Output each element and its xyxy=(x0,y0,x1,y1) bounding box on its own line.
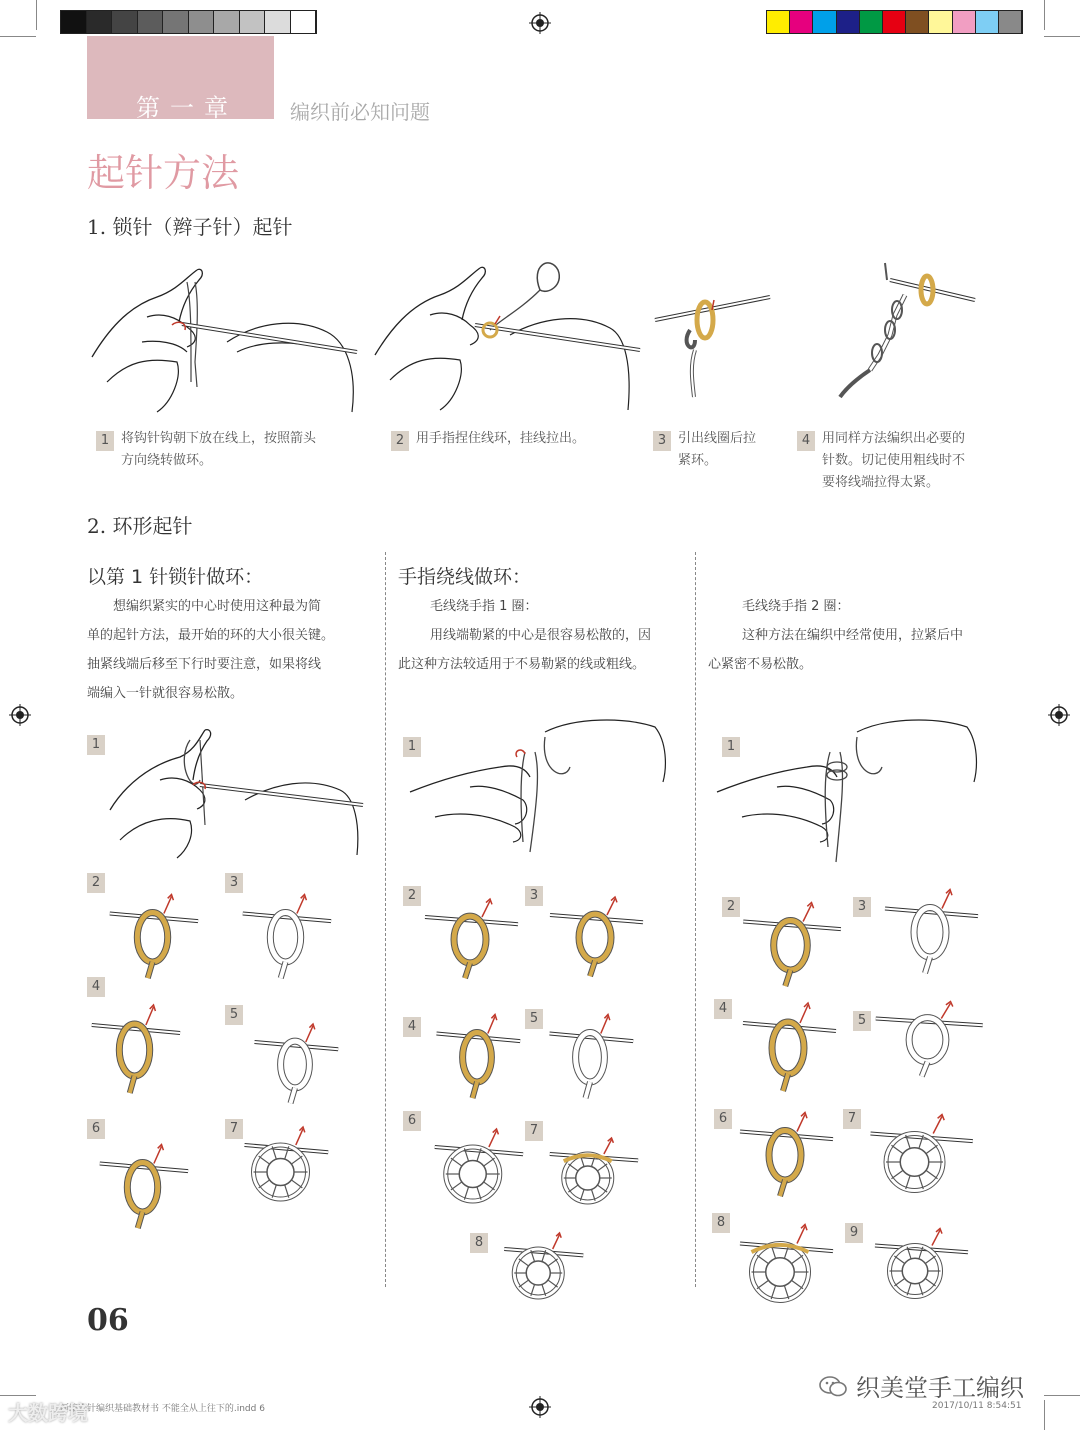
stitch-diagram xyxy=(240,1118,330,1208)
crop-mark xyxy=(1044,0,1045,30)
step-caption: 引出线圈后拉 紧环。 xyxy=(678,431,757,468)
col1-paragraph: 想编织紧实的中心时使用这种最为简 单的起针方法，最开始的环的大小很关键。 抽紧线端后移至下行时要注意，如果将线 端编入一针就很容易松散。 xyxy=(87,599,335,701)
step-number: 6 xyxy=(403,1111,421,1131)
col1-hands-illustration xyxy=(105,725,365,860)
step-number: 2 xyxy=(391,431,409,451)
gray-swatch xyxy=(189,11,215,33)
col2-hands-illustration xyxy=(405,712,670,862)
stitch-diagram xyxy=(238,885,333,980)
gray-swatch xyxy=(138,11,164,33)
crop-mark xyxy=(1044,36,1080,37)
step-caption: 用手指捏住线环，挂线拉出。 xyxy=(416,431,586,446)
stitch-diagram xyxy=(545,1005,635,1100)
page-title: 起针方法 xyxy=(87,151,240,195)
gray-swatch xyxy=(214,11,240,33)
col3-hands-illustration xyxy=(712,712,980,867)
color-swatch xyxy=(929,11,952,33)
step-number: 2 xyxy=(403,886,421,906)
color-swatch xyxy=(883,11,906,33)
gray-swatch xyxy=(87,11,113,33)
step-number: 3 xyxy=(653,431,671,451)
wechat-watermark xyxy=(818,1368,1024,1403)
crop-mark xyxy=(1044,1400,1045,1430)
crop-mark xyxy=(0,1395,36,1396)
registration-mark-left xyxy=(9,704,31,726)
step-number: 4 xyxy=(403,1017,421,1037)
stitch-diagram xyxy=(432,1005,522,1100)
wechat-account-name: 织美堂手工编织 xyxy=(856,1374,1024,1402)
step-number: 2 xyxy=(722,897,740,917)
stitch-diagram xyxy=(738,993,838,1093)
chain-stitch-illustration xyxy=(835,255,980,400)
stitch-diagram xyxy=(500,1225,585,1305)
stitch-diagram xyxy=(95,1135,190,1230)
col2-paragraph: 毛线绕手指 1 圈： 用线端勒紧的中心是很容易松散的，因 此这种方法较适用于不易勒紧的线或粗线。 xyxy=(398,599,652,672)
color-swatch xyxy=(837,11,860,33)
grayscale-bar xyxy=(60,10,317,34)
color-swatch xyxy=(953,11,976,33)
registration-mark-right xyxy=(1048,704,1070,726)
column-divider xyxy=(695,552,696,1287)
stitch-diagram xyxy=(87,995,182,1095)
step-number: 4 xyxy=(87,977,105,997)
step-number: 5 xyxy=(225,1005,243,1025)
col1-subhead: 以第 1 针锁针做环： xyxy=(87,566,264,588)
step-number: 8 xyxy=(470,1233,488,1253)
col2-subhead: 手指绕线做环： xyxy=(398,566,532,588)
stitch-diagram xyxy=(870,993,985,1078)
gray-swatch xyxy=(163,11,189,33)
step-number: 5 xyxy=(525,1009,543,1029)
stitch-diagram xyxy=(865,1105,975,1200)
step-number: 3 xyxy=(853,897,871,917)
step-number: 7 xyxy=(525,1121,543,1141)
gray-swatch xyxy=(61,11,87,33)
crop-mark xyxy=(1044,1395,1080,1396)
color-swatch xyxy=(906,11,929,33)
stitch-diagram xyxy=(545,888,645,978)
color-swatch xyxy=(860,11,883,33)
step-number: 4 xyxy=(714,999,732,1019)
section2-heading: 2. 环形起针 xyxy=(87,514,193,538)
stitch-diagram xyxy=(870,1220,970,1305)
gray-swatch xyxy=(112,11,138,33)
section1-heading: 1. 锁针（辫子针）起针 xyxy=(87,215,293,239)
step-number: 2 xyxy=(87,873,105,893)
stitch-diagram xyxy=(545,1130,640,1210)
color-swatch xyxy=(976,11,999,33)
crop-mark xyxy=(36,0,37,30)
col3-paragraph: 毛线绕手指 2 圈： 这种方法在编织中经常使用，拉紧后中 心紧密不易松散。 xyxy=(708,599,964,672)
chapter-label: 第一章 xyxy=(136,94,238,122)
gray-swatch xyxy=(265,11,291,33)
stitch-diagram xyxy=(250,1015,340,1105)
step-number: 3 xyxy=(225,873,243,893)
process-color-bar xyxy=(766,10,1023,34)
watermark-left: 大数跨境 xyxy=(8,1401,88,1425)
step-number: 1 xyxy=(87,735,105,755)
hands-pull-illustration xyxy=(370,250,640,415)
crop-mark xyxy=(0,36,36,37)
color-swatch xyxy=(767,11,790,33)
hands-hook-illustration xyxy=(87,262,362,417)
step-number: 4 xyxy=(797,431,815,451)
registration-mark-top xyxy=(529,12,551,34)
step-number: 3 xyxy=(525,886,543,906)
step-number: 9 xyxy=(845,1223,863,1243)
wechat-icon xyxy=(818,1374,848,1398)
column-divider xyxy=(385,552,386,1287)
step-number: 8 xyxy=(712,1213,730,1233)
timestamp: 2017/10/11 8:54:51 xyxy=(932,1401,1022,1411)
step-number: 6 xyxy=(87,1119,105,1139)
file-info: 新编钩针编织基础教材书 不能全从上往下的.indd 6 xyxy=(60,1404,265,1414)
stitch-diagram xyxy=(735,1215,835,1310)
page-number: 06 xyxy=(87,1303,129,1338)
stitch-diagram xyxy=(105,885,200,980)
registration-mark-bottom xyxy=(529,1396,551,1418)
step-number: 5 xyxy=(853,1011,871,1031)
color-swatch xyxy=(790,11,813,33)
step-number: 1 xyxy=(403,737,421,757)
step-caption: 用同样方法编织出必要的 针数。切记使用粗线时不 要将线端拉得太紧。 xyxy=(822,431,966,490)
loop-tighten-illustration xyxy=(650,285,775,400)
step-number: 1 xyxy=(96,431,114,451)
step-number: 6 xyxy=(714,1109,732,1129)
color-swatch xyxy=(813,11,836,33)
gray-swatch xyxy=(240,11,266,33)
stitch-diagram xyxy=(430,1120,525,1210)
step-number: 7 xyxy=(225,1119,243,1139)
gray-swatch xyxy=(291,11,317,33)
step-number: 7 xyxy=(843,1109,861,1129)
stitch-diagram xyxy=(735,1103,835,1198)
step-number: 1 xyxy=(722,737,740,757)
color-swatch xyxy=(999,11,1022,33)
step-caption: 将钩针钩朝下放在线上，按照箭头 方向绕转做环。 xyxy=(121,431,317,468)
stitch-diagram xyxy=(880,880,980,975)
stitch-diagram xyxy=(420,890,520,980)
stitch-diagram xyxy=(738,893,843,988)
chapter-subtitle: 编织前必知问题 xyxy=(290,100,430,124)
